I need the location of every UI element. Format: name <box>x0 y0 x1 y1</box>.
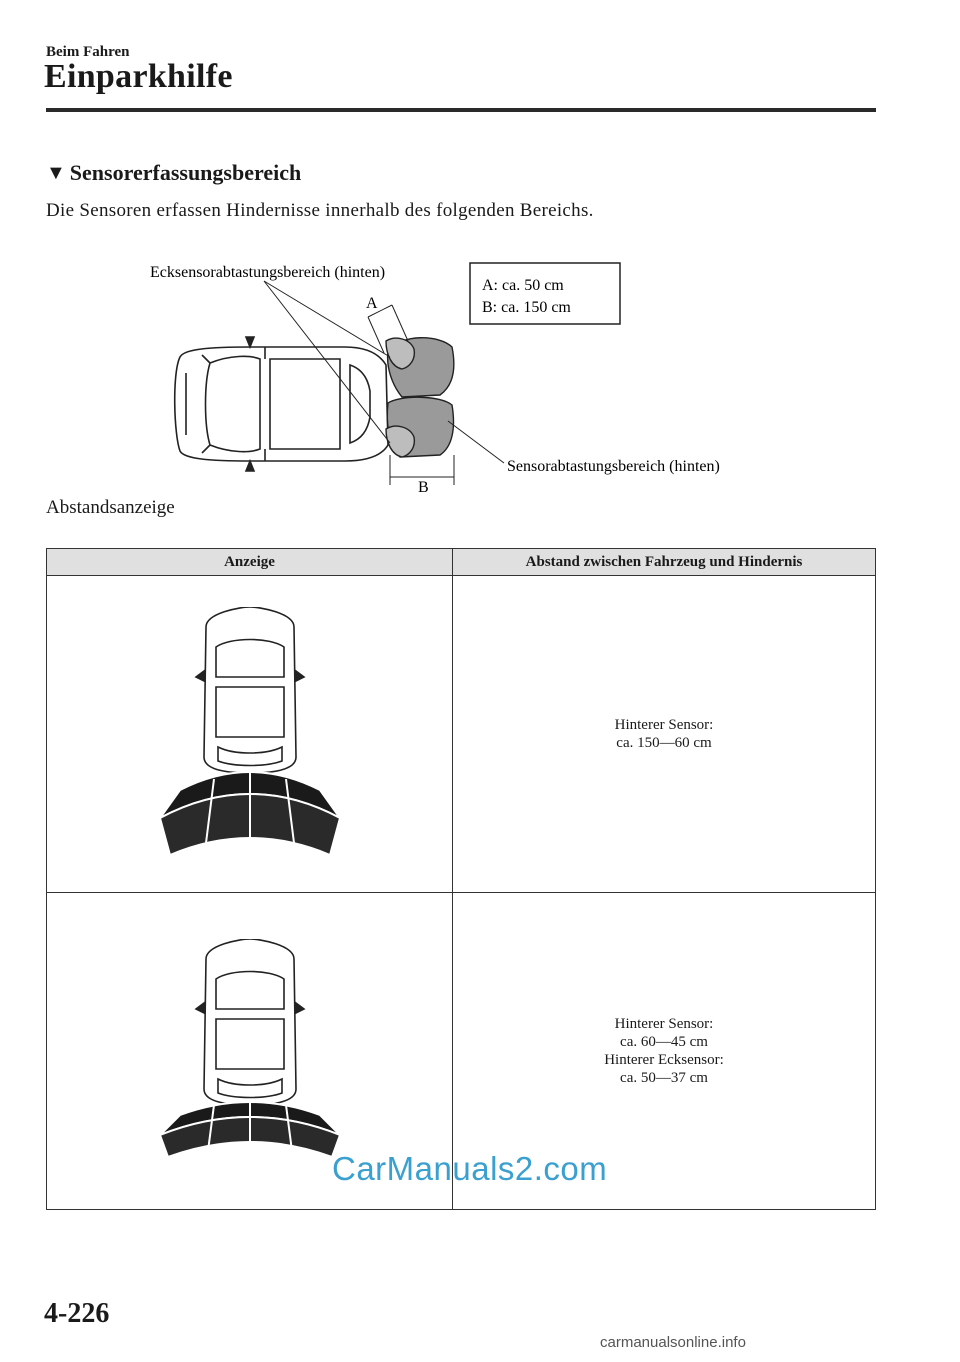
distance-line: Hinterer Ecksensor: <box>604 1052 724 1068</box>
distance-description-1 <box>453 576 876 893</box>
distance-line: ca. 60—45 cm <box>620 1034 708 1050</box>
section-heading-text: Sensorerfassungsbereich <box>69 160 302 185</box>
table-header-row <box>47 549 876 576</box>
car-display-near-icon <box>150 939 350 1159</box>
page-title: Einparkhilfe <box>44 58 233 95</box>
display-illustration-1 <box>47 576 453 893</box>
triangle-down-icon: ▼ <box>46 161 66 184</box>
footer-site: carmanualsonline.info <box>600 1334 746 1351</box>
sensor-range-diagram <box>140 255 800 505</box>
car-top-view <box>175 337 388 471</box>
distance-line: Hinterer Sensor: <box>614 1016 714 1032</box>
section-heading <box>46 160 301 186</box>
distance-line: ca. 50—37 cm <box>620 1070 708 1086</box>
rear-sensor-label: Sensorabtastungsbereich (hinten) <box>507 458 720 475</box>
legend-a: A: ca. 50 cm <box>482 277 564 294</box>
legend-b: B: ca. 150 cm <box>482 299 571 316</box>
distance-table <box>46 548 876 1210</box>
corner-sensor-area-lower <box>386 426 414 457</box>
corner-sensor-label: Ecksensorabtastungsbereich (hinten) <box>150 264 386 281</box>
page-number: 4-226 <box>44 1298 110 1329</box>
distance-line: Hinterer Sensor: <box>614 717 714 733</box>
sensor-areas <box>386 338 454 457</box>
chapter-label: Beim Fahren <box>46 44 130 60</box>
distance-display-label: Abstandsanzeige <box>46 497 175 518</box>
table-header-display: Anzeige <box>47 549 453 576</box>
header-rule <box>46 108 876 112</box>
watermark: CarManuals2.com <box>332 1150 608 1187</box>
table-header-distance: Abstand zwischen Fahrzeug und Hindernis <box>453 549 876 576</box>
dimension-b-label: B <box>418 479 429 496</box>
car-display-far-icon <box>150 607 350 857</box>
intro-text: Die Sensoren erfassen Hindernisse innerhalb des folgenden Bereichs. <box>46 200 594 221</box>
dimension-a-label: A <box>366 295 378 312</box>
table-row <box>47 576 876 893</box>
distance-line: ca. 150—60 cm <box>616 735 712 751</box>
